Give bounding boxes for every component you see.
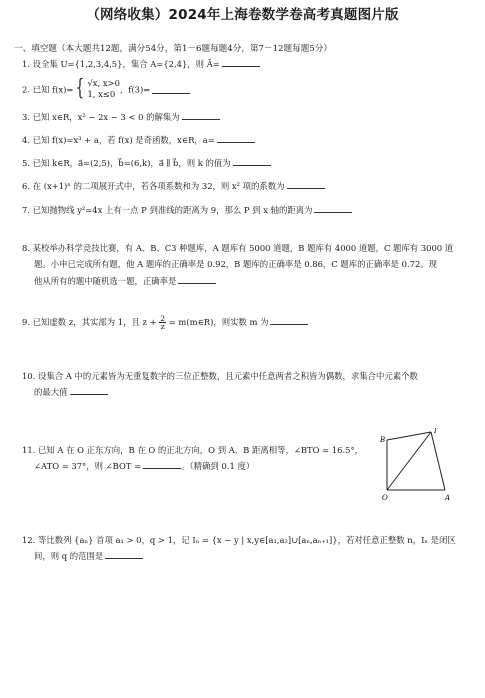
answer-blank xyxy=(70,386,108,395)
question-11 xyxy=(22,442,374,475)
segment-TA xyxy=(431,432,445,490)
geometry-figure xyxy=(379,428,469,504)
case-1: √x, x>0 xyxy=(87,78,120,88)
label-T: T xyxy=(433,428,438,435)
question-text-post: ，f(3)= xyxy=(119,84,151,95)
question-text: ∠ATO = 37°，则 ∠BOT = xyxy=(34,461,142,472)
question-1 xyxy=(22,56,470,72)
question-5 xyxy=(22,155,470,171)
question-text-post: 。（精确到 0.1 度） xyxy=(181,461,255,472)
question-line: 题。小申已完成所有题，他 A 题库的正确率是 0.92，B 题库的正确率是 0.86，C 题库的正确率是 0.72。现 xyxy=(34,259,438,270)
question-2 xyxy=(22,78,470,101)
answer-blank xyxy=(143,460,181,469)
answer-blank xyxy=(152,85,190,94)
answer-blank xyxy=(222,58,260,67)
question-text: 的最大值 xyxy=(34,387,68,398)
question-text-post: = m(m∈R)，则实数 m 为 xyxy=(168,317,269,327)
question-6 xyxy=(22,178,470,194)
question-3 xyxy=(22,109,470,125)
question-text: 2. 已知 f(x)= xyxy=(22,84,74,95)
answer-blank xyxy=(270,316,308,325)
question-line: 11. 已知 A 在 O 正东方向，B 在 O 的正北方向，O 到 A、B 距离相等，∠BTO = 16.5°， xyxy=(22,445,364,455)
question-text: 他从所有的题中随机选一题，正确率是 xyxy=(34,275,177,286)
segment-TO xyxy=(387,432,431,490)
answer-blank xyxy=(287,180,325,189)
question-7 xyxy=(22,202,470,218)
answer-blank xyxy=(105,550,143,559)
answer-blank xyxy=(217,134,255,143)
brace-symbol: { xyxy=(76,76,85,102)
question-text: 3. 已知 x∈R，x² − 2x − 3 < 0 的解集为 xyxy=(22,112,180,122)
question-line xyxy=(22,273,470,289)
answer-blank xyxy=(314,204,352,213)
question-12 xyxy=(22,532,470,565)
label-A: A xyxy=(445,494,451,502)
question-10 xyxy=(22,368,470,401)
page-title: （网络收集）2024年上海卷数学卷高考真题图片版 xyxy=(86,7,399,23)
fraction-numerator: 2 xyxy=(160,313,166,323)
answer-blank xyxy=(178,275,216,284)
question-text: 间，则 q 的范围是 xyxy=(34,551,104,562)
question-line: 10. 设集合 A 中的元素皆为无重复数字的三位正整数，且元素中任意两者之积皆为偶数，求集合中元素个数 xyxy=(22,371,418,381)
fraction-denominator: z xyxy=(160,322,165,331)
question-line: 12. 等比数列 {aₙ} 首项 a₁ > 0，q > 1，记 Iₙ = {x − y | x,y∈[a₁,a₂]∪[aₙ,aₙ₊₁]}，若对任意正整数 n，Iₙ 是闭区 xyxy=(22,535,456,545)
question-8 xyxy=(22,240,470,289)
question-line: 8. 某校举办科学竞技比赛，有 A、B、C3 种题库，A 题库有 5000 道题，B 题库有 4000 道题，C 题库有 3000 道 xyxy=(22,243,454,253)
answer-blank xyxy=(182,111,220,120)
answer-blank xyxy=(233,157,271,166)
question-text: 6. 在 (x+1)ⁿ 的二项展开式中，若各项系数和为 32，则 x² 项的系数为 xyxy=(22,181,285,191)
label-O: O xyxy=(382,494,388,502)
fraction xyxy=(159,315,166,331)
case-2: 1, x≤0 xyxy=(87,89,116,100)
question-text: 5. 已知 k∈R，a⃗=(2,5)，b⃗=(6,k)，a⃗ ∥ b⃗，则 k 的值为 xyxy=(22,158,231,168)
question-line xyxy=(22,384,470,400)
label-B: B xyxy=(380,436,386,444)
section-heading: 一、填空题（本大题共12题，满分54分，第1－6题每题4分，第7－12题每题5分） xyxy=(14,44,332,54)
question-4 xyxy=(22,132,470,148)
piecewise-cases xyxy=(87,78,119,101)
question-text: 4. 已知 f(x)=x³ + a，若 f(x) 是奇函数，x∈R，a= xyxy=(22,135,215,145)
question-text: 7. 已知抛物线 y²=4x 上有一点 P 到准线的距离为 9，那么 P 到 x 轴的距离为 xyxy=(22,205,313,215)
question-text: 1. 设全集 U={1,2,3,4,5}，集合 A={2,4}，则 Ā= xyxy=(22,59,220,69)
question-text: 9. 已知虚数 z，其实部为 1，且 z + xyxy=(22,317,157,327)
segment-BT xyxy=(387,432,431,440)
question-9 xyxy=(22,314,470,331)
question-line xyxy=(22,548,470,564)
question-line xyxy=(22,458,374,474)
